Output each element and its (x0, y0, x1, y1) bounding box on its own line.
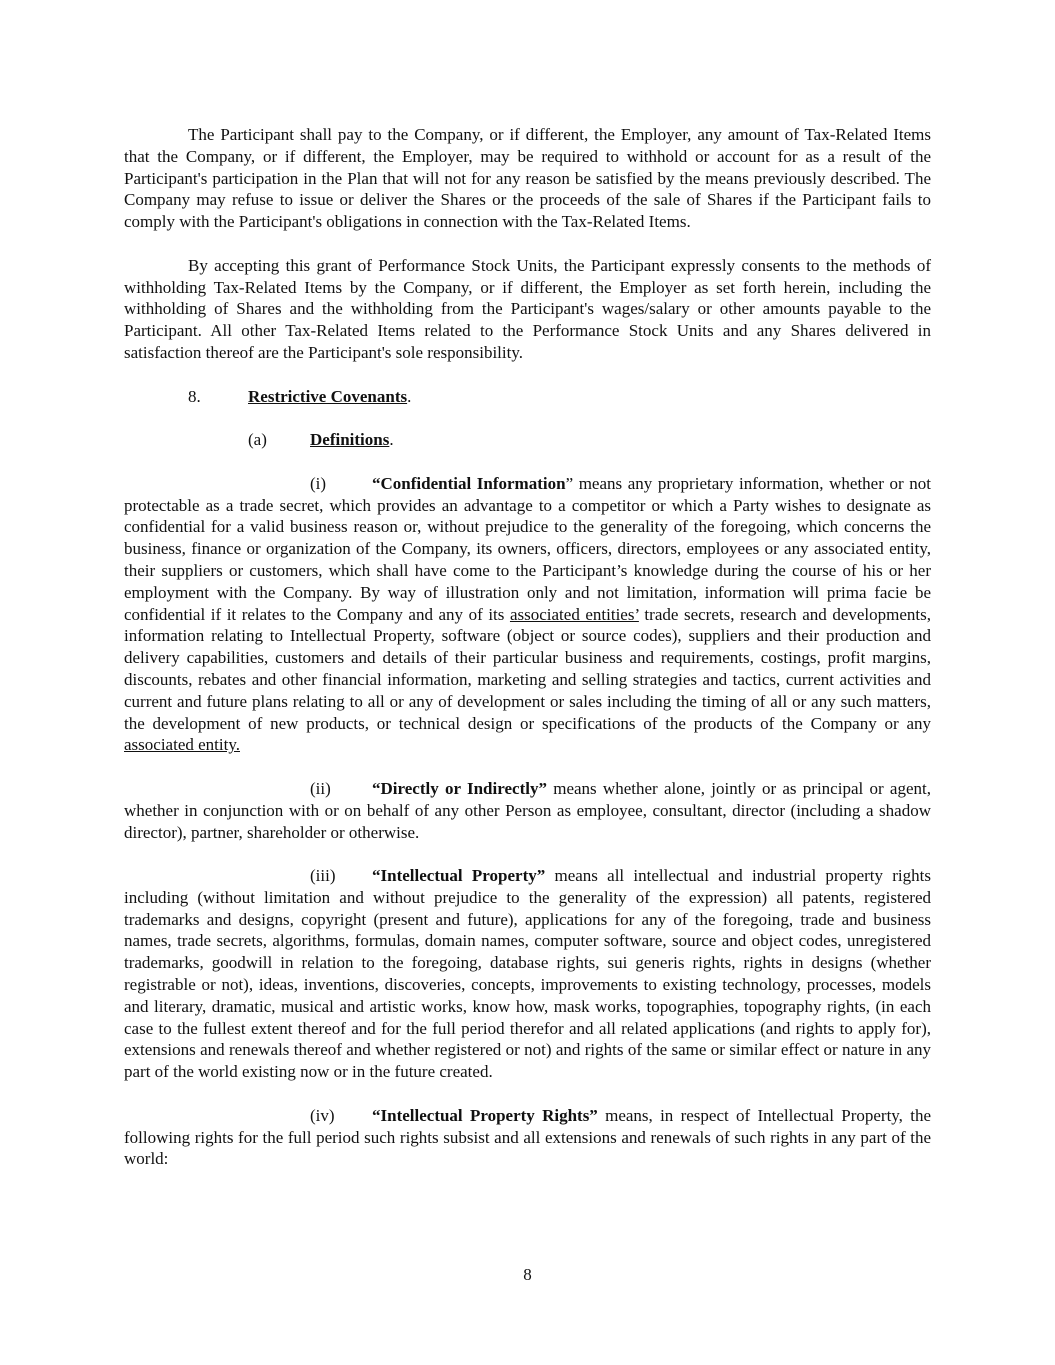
definition-directly-or-indirectly (124, 778, 931, 843)
definition-confidential-information (124, 473, 931, 756)
definition-text: means, in respect of Intellectual Property, the following rights for the full period such rights subsist and all extensions and renewals of such rights in any part of the world: (124, 1105, 931, 1169)
paragraph-tax-payment: The Participant shall pay to the Company, or if different, the Employer, any amount of Tax-Related Items that the Company, or if different, the Employer, may be required to withhold or account for as a result of the Participant's participation in the Plan that will not for any reason be satisfied by the means previously described. The Company may refuse to issue or deliver the Shares or the proceeds of the sale of Shares if the Participant fails to comply with the Participant's obligations in connection with the Tax-Related Items. (124, 125, 931, 232)
section-8-heading (124, 386, 931, 408)
definition-term: “Intellectual Property” (372, 866, 546, 886)
definition-term: “Confidential Information (372, 473, 566, 493)
definition-term: “Directly or Indirectly” (372, 778, 547, 798)
document-page (124, 124, 931, 1170)
definition-text: means all intellectual and industrial property rights including (without limitation and without prejudice to the generality of the expression) all patents, registered trademarks and designs, copyright (present and future), applications for any of the foregoing, trade and business names, trade secrets, algorithms, formulas, domain names, computer software, source and object codes, unregistered trademarks, goodwill in relation to the foregoing, database rights, sui generis rights, rights in designs (whether registrable or not), ideas, inventions, discoveries, concepts, improvements to existing technology, processes, models and literary, dramatic, musical and artistic works, know how, mask works, topographies, topography rights, (in each case to the fullest extent thereof and for the full period therefor and all related applications (and rights to apply for), extensions and renewals thereof and whether registered or not) and rights of the same or similar effect or nature in any part of the world existing now or in the future created. (124, 866, 931, 1082)
section-title: Restrictive Covenants (248, 386, 408, 406)
subsection-number: (a) (248, 430, 267, 450)
definition-text-continued: trade secrets, research and developments, information relating to Intellectual Property, software (object or source codes), suppliers and their production and delivery capabilities, customers and details of their particular business and requirements, costings, profit margins, discounts, rebates and other financial information, marketing and selling strategies and tactics, current activities and current and future plans relating to all or any of development or sales including the timing of all or any such matters, the development of new products, or technical design or specifications of the products of the Company or any (124, 604, 931, 733)
underlined-text-end: associated entity. (124, 735, 240, 755)
subsection-title-punct: . (389, 430, 394, 450)
definition-number: (i) (310, 473, 327, 493)
section-title-punct: . (407, 386, 412, 406)
definition-text: ” means any proprietary information, whether or not protectable as a trade secret, which provides an advantage to a competitor or which a Party wishes to designate as confidential for a valid business reason or, without prejudice to the generality of the foregoing, which concerns the business, finance or organization of the Company, its owners, officers, directors, employees or any associated entity, their suppliers or customers, which shall have come to the Participant’s knowledge during the course of his or her employment with the Company. By way of illustration only and not limitation, information will prima facie be confidential if it relates to the Company and any of its (124, 473, 931, 624)
definition-intellectual-property (124, 865, 931, 1083)
paragraph-withholding-consent: By accepting this grant of Performance Stock Units, the Participant expressly consents to the methods of withholding Tax-Related Items by the Company, or if different, the Employer as set forth herein, including the withholding of Shares and the withholding from the Participant's wages/salary or other amounts payable to the Participant. All other Tax-Related Items related to the Performance Stock Units and any Shares delivered in satisfaction thereof are the Participant's sole responsibility. (124, 255, 931, 362)
definition-intellectual-property-rights (124, 1105, 931, 1170)
page-number: 8 (523, 1265, 532, 1284)
definition-number: (iii) (310, 866, 336, 886)
underlined-text: associated entities’ (509, 604, 639, 624)
subsection-title: Definitions (310, 430, 390, 450)
definition-number: (iv) (310, 1105, 335, 1125)
definition-text: means whether alone, jointly or as principal or agent, whether in conjunction with or on behalf of any other Person as employee, consultant, director (including a shadow director), partner, shareholder or otherwise. (124, 778, 931, 842)
section-number: 8. (188, 386, 201, 406)
definition-term: “Intellectual Property Rights” (372, 1105, 598, 1125)
subsection-a-heading (124, 429, 931, 451)
definition-number: (ii) (310, 778, 331, 798)
